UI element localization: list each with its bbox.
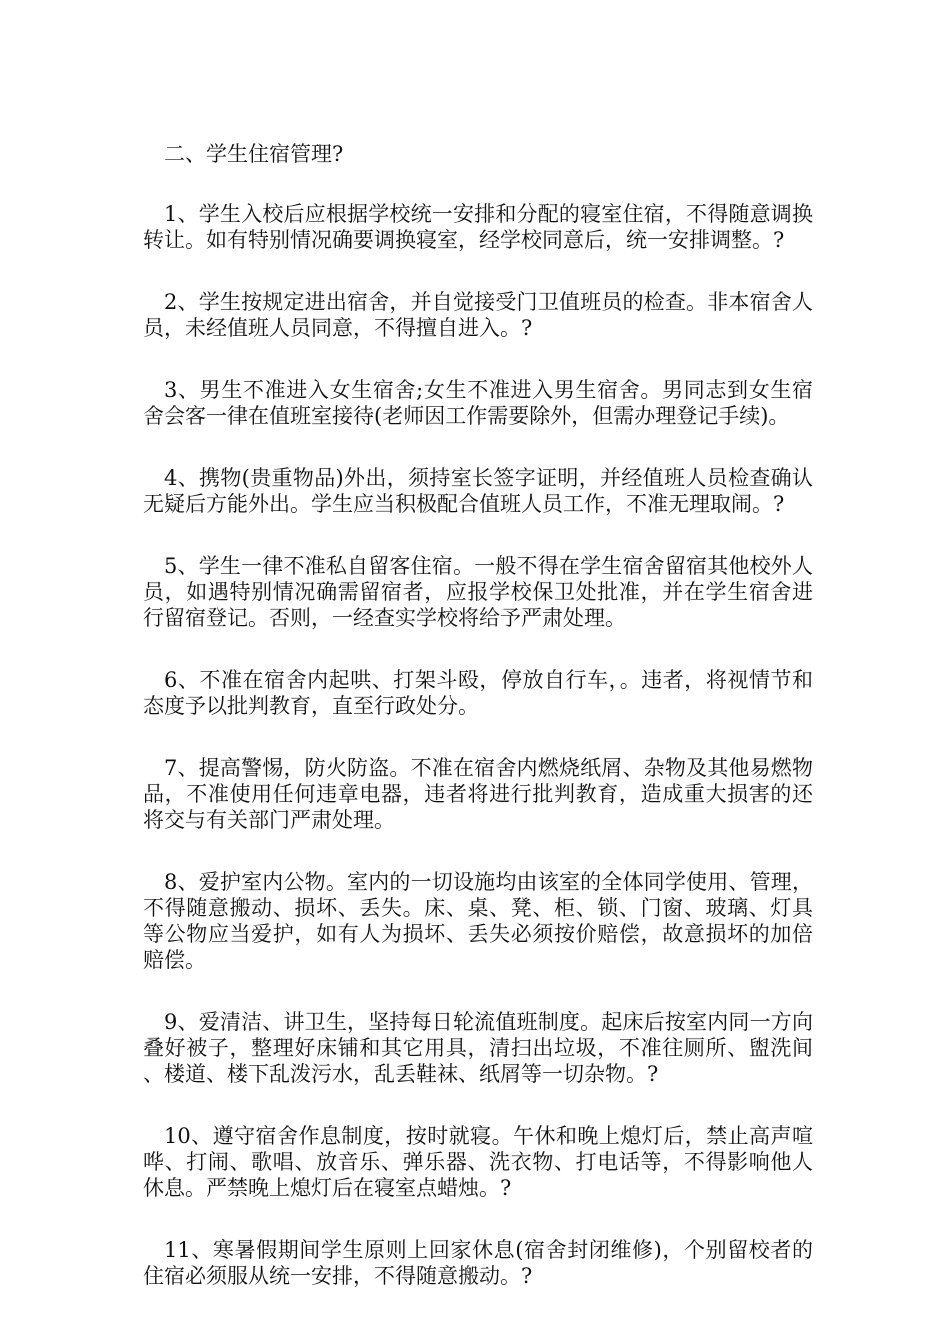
- document-body: [143, 141, 813, 1325]
- rule-paragraph-6: 6、不准在宿舍内起哄、打架斗殴，停放自行车，。违者，将视情节和态度予以批判教育，直至行政处分。: [143, 668, 813, 718]
- rule-paragraph-4: 4、携物(贵重物品)外出，须持室长签字证明，并经值班人员检查确认无疑后方能外出。学生应当积极配合值班人员工作，不准无理取闹。?: [143, 466, 813, 516]
- rule-paragraph-1: 1、学生入校后应根据学校统一安排和分配的寝室住宿，不得随意调换转让。如有特别情况确要调换寝室，经学校同意后，统一安排调整。?: [143, 202, 813, 252]
- rule-paragraph-8: 8、爱护室内公物。室内的一切设施均由该室的全体同学使用、管理，不得随意搬动、损坏、丢失。床、桌、凳、柜、锁、门窗、玻璃、灯具等公物应当爱护，如有人为损坏、丢失必须按价赔偿，故意损坏的加倍赔偿。: [143, 870, 813, 972]
- rule-paragraph-7: 7、提高警惕，防火防盗。不准在宿舍内燃烧纸屑、杂物及其他易燃物品，不准使用任何违章电器，违者将进行批判教育，造成重大损害的还将交与有关部门严肃处理。: [143, 756, 813, 832]
- rule-paragraph-2: 2、学生按规定进出宿舍，并自觉接受门卫值班员的检查。非本宿舍人员，未经值班人员同意，不得擅自进入。?: [143, 290, 813, 340]
- section-heading: 二、学生住宿管理?: [164, 142, 344, 166]
- rule-paragraph-3: 3、男生不准进入女生宿舍;女生不准进入男生宿舍。男同志到女生宿舍会客一律在值班室接待(老师因工作需要除外，但需办理登记手续)。: [143, 378, 813, 428]
- rule-paragraph-9: 9、爱清洁、讲卫生，坚持每日轮流值班制度。起床后按室内同一方向叠好被子，整理好床铺和其它用具，清扫出垃圾，不准往厕所、盥洗间、楼道、楼下乱泼污水，乱丢鞋袜、纸屑等一切杂物。?: [143, 1010, 813, 1086]
- rule-paragraph-11: 11、寒暑假期间学生原则上回家休息(宿舍封闭维修)，个别留校者的住宿必须服从统一安排，不得随意搬动。?: [143, 1238, 813, 1288]
- rule-paragraph-5: 5、学生一律不准私自留客住宿。一般不得在学生宿舍留宿其他校外人员，如遇特别情况确需留宿者，应报学校保卫处批准，并在学生宿舍进行留宿登记。否则，一经查实学校将给予严肃处理。: [143, 554, 813, 630]
- rule-paragraph-10: 10、遵守宿舍作息制度，按时就寝。午休和晚上熄灯后，禁止高声喧哗、打闹、歌唱、放音乐、弹乐器、洗衣物、打电话等，不得影响他人休息。严禁晚上熄灯后在寝室点蜡烛。?: [143, 1124, 813, 1200]
